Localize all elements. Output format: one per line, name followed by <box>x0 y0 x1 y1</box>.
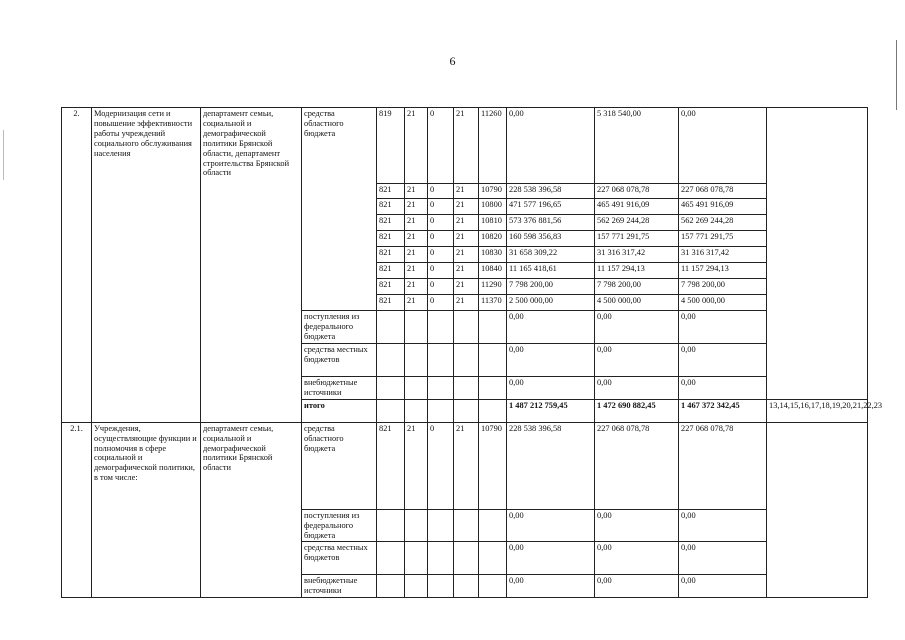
empty-cell <box>454 343 479 376</box>
empty-cell <box>428 542 454 575</box>
indicator-cell <box>767 108 868 400</box>
amount-cell: 0,00 <box>679 311 767 344</box>
empty-cell <box>428 376 454 399</box>
funding-source: средства местных бюджетов <box>302 542 377 575</box>
amount-cell: 11 165 418,61 <box>507 263 595 279</box>
empty-cell <box>428 509 454 542</box>
amount-cell: 0,00 <box>679 343 767 376</box>
row-number: 2.1. <box>62 422 92 598</box>
funding-source: внебюджетные источники <box>302 575 377 598</box>
amount-cell: 573 376 881,56 <box>507 215 595 231</box>
budget-code-cell: 821 <box>377 231 405 247</box>
amount-cell: 0,00 <box>679 575 767 598</box>
amount-cell: 0,00 <box>507 509 595 542</box>
budget-code-cell: 21 <box>405 247 428 263</box>
empty-cell <box>405 575 428 598</box>
budget-code-cell: 21 <box>454 247 479 263</box>
budget-code-cell: 11370 <box>479 295 507 311</box>
budget-code-cell: 0 <box>428 263 454 279</box>
empty-cell <box>377 575 405 598</box>
amount-cell: 0,00 <box>595 376 679 399</box>
budget-code-cell: 0 <box>428 184 454 199</box>
empty-cell <box>479 343 507 376</box>
amount-cell: 0,00 <box>679 542 767 575</box>
empty-cell <box>377 376 405 399</box>
total-amount: 1 467 372 342,45 <box>679 399 767 422</box>
amount-cell: 160 598 356,83 <box>507 231 595 247</box>
budget-code-cell: 10830 <box>479 247 507 263</box>
budget-code-cell: 21 <box>454 184 479 199</box>
total-label: итого <box>302 399 377 422</box>
budget-code-cell: 21 <box>454 263 479 279</box>
empty-cell <box>405 343 428 376</box>
empty-cell <box>479 542 507 575</box>
budget-code-cell: 21 <box>405 184 428 199</box>
empty-cell <box>377 542 405 575</box>
budget-code-cell: 21 <box>405 295 428 311</box>
empty-cell <box>454 509 479 542</box>
budget-code-cell: 11260 <box>479 108 507 184</box>
budget-code-cell: 21 <box>405 215 428 231</box>
budget-code-cell: 10790 <box>479 422 507 509</box>
indicator-numbers: 13,14,15,16,17,18,19,20,21,22,23 <box>767 399 868 422</box>
budget-code-cell: 0 <box>428 199 454 215</box>
empty-cell <box>428 343 454 376</box>
budget-code-cell: 821 <box>377 279 405 295</box>
budget-code-cell: 821 <box>377 247 405 263</box>
budget-code-cell: 0 <box>428 247 454 263</box>
amount-cell: 7 798 200,00 <box>679 279 767 295</box>
empty-cell <box>479 376 507 399</box>
budget-code-cell: 21 <box>454 295 479 311</box>
budget-code-cell: 21 <box>405 199 428 215</box>
amount-cell: 465 491 916,09 <box>679 199 767 215</box>
amount-cell: 7 798 200,00 <box>595 279 679 295</box>
empty-cell <box>405 376 428 399</box>
empty-cell <box>428 399 454 422</box>
budget-code-cell: 21 <box>454 279 479 295</box>
amount-cell: 31 658 309,22 <box>507 247 595 263</box>
budget-code-cell: 0 <box>428 108 454 184</box>
amount-cell: 31 316 317,42 <box>595 247 679 263</box>
budget-code-cell: 821 <box>377 215 405 231</box>
budget-code-cell: 821 <box>377 263 405 279</box>
amount-cell: 0,00 <box>507 311 595 344</box>
budget-code-cell: 21 <box>405 108 428 184</box>
amount-cell: 0,00 <box>507 108 595 184</box>
amount-cell: 0,00 <box>507 376 595 399</box>
budget-code-cell: 10790 <box>479 184 507 199</box>
empty-cell <box>428 311 454 344</box>
row-number: 2. <box>62 108 92 423</box>
empty-cell <box>377 311 405 344</box>
budget-code-cell: 21 <box>454 422 479 509</box>
executor: департамент семьи, социальной и демографической политики Брянской области, департамент строительства Брянской области <box>201 108 302 423</box>
amount-cell: 4 500 000,00 <box>679 295 767 311</box>
budget-code-cell: 0 <box>428 231 454 247</box>
empty-cell <box>454 575 479 598</box>
empty-cell <box>454 399 479 422</box>
amount-cell: 228 538 396,58 <box>507 422 595 509</box>
amount-cell: 11 157 294,13 <box>595 263 679 279</box>
empty-cell <box>405 311 428 344</box>
amount-cell: 0,00 <box>595 509 679 542</box>
empty-cell <box>405 542 428 575</box>
amount-cell: 228 538 396,58 <box>507 184 595 199</box>
budget-code-cell: 0 <box>428 295 454 311</box>
budget-code-cell: 821 <box>377 199 405 215</box>
amount-cell: 2 500 000,00 <box>507 295 595 311</box>
empty-cell <box>454 311 479 344</box>
budget-code-cell: 821 <box>377 184 405 199</box>
amount-cell: 0,00 <box>507 542 595 575</box>
empty-cell <box>479 399 507 422</box>
table-row <box>62 422 868 509</box>
scan-mark <box>3 130 4 180</box>
budget-code-cell: 21 <box>405 231 428 247</box>
empty-cell <box>377 399 405 422</box>
empty-cell <box>454 542 479 575</box>
empty-cell <box>428 575 454 598</box>
amount-cell: 465 491 916,09 <box>595 199 679 215</box>
amount-cell: 0,00 <box>595 343 679 376</box>
empty-cell <box>377 509 405 542</box>
empty-cell <box>479 509 507 542</box>
amount-cell: 562 269 244,28 <box>679 215 767 231</box>
empty-cell <box>454 376 479 399</box>
total-amount: 1 487 212 759,45 <box>507 399 595 422</box>
budget-code-cell: 0 <box>428 215 454 231</box>
indicator-cell <box>767 422 868 598</box>
amount-cell: 0,00 <box>507 575 595 598</box>
budget-code-cell: 10840 <box>479 263 507 279</box>
amount-cell: 0,00 <box>595 542 679 575</box>
empty-cell <box>377 343 405 376</box>
budget-code-cell: 21 <box>405 422 428 509</box>
total-amount: 1 472 690 882,45 <box>595 399 679 422</box>
page-number: 6 <box>449 54 456 68</box>
budget-code-cell: 11290 <box>479 279 507 295</box>
empty-cell <box>405 509 428 542</box>
amount-cell: 31 316 317,42 <box>679 247 767 263</box>
funding-source: средства областного бюджета <box>302 422 377 509</box>
amount-cell: 227 068 078,78 <box>595 184 679 199</box>
amount-cell: 7 798 200,00 <box>507 279 595 295</box>
executor: департамент семьи, социальной и демографической политики Брянской области <box>201 422 302 598</box>
budget-code-cell: 21 <box>454 215 479 231</box>
amount-cell: 227 068 078,78 <box>595 422 679 509</box>
budget-code-cell: 21 <box>454 199 479 215</box>
amount-cell: 471 577 196,65 <box>507 199 595 215</box>
amount-cell: 0,00 <box>507 343 595 376</box>
empty-cell <box>479 575 507 598</box>
amount-cell: 11 157 294,13 <box>679 263 767 279</box>
measure-name: Учреждения, осуществляющие функции и полномочия в сфере социальной и демографической политики, в том числе: <box>92 422 201 598</box>
budget-code-cell: 0 <box>428 422 454 509</box>
amount-cell: 4 500 000,00 <box>595 295 679 311</box>
budget-code-cell: 821 <box>377 422 405 509</box>
amount-cell: 0,00 <box>679 509 767 542</box>
budget-code-cell: 10820 <box>479 231 507 247</box>
funding-source: средства областного бюджета <box>302 108 377 311</box>
budget-code-cell: 0 <box>428 279 454 295</box>
funding-source: внебюджетные источники <box>302 376 377 399</box>
measure-name: Модернизация сети и повышение эффективности работы учреждений социального обслуживания населения <box>92 108 201 423</box>
amount-cell: 227 068 078,78 <box>679 422 767 509</box>
budget-code-cell: 10810 <box>479 215 507 231</box>
budget-code-cell: 819 <box>377 108 405 184</box>
funding-source: средства местных бюджетов <box>302 343 377 376</box>
amount-cell: 227 068 078,78 <box>679 184 767 199</box>
table-row <box>62 108 868 184</box>
empty-cell <box>405 399 428 422</box>
amount-cell: 0,00 <box>679 108 767 184</box>
budget-code-cell: 21 <box>405 263 428 279</box>
budget-code-cell: 21 <box>405 279 428 295</box>
amount-cell: 157 771 291,75 <box>679 231 767 247</box>
budget-code-cell: 821 <box>377 295 405 311</box>
funding-source: поступления из федерального бюджета <box>302 311 377 344</box>
funding-source: поступления из федерального бюджета <box>302 509 377 542</box>
amount-cell: 0,00 <box>595 311 679 344</box>
empty-cell <box>479 311 507 344</box>
amount-cell: 562 269 244,28 <box>595 215 679 231</box>
amount-cell: 0,00 <box>679 376 767 399</box>
scan-mark <box>896 40 897 110</box>
amount-cell: 157 771 291,75 <box>595 231 679 247</box>
budget-code-cell: 21 <box>454 231 479 247</box>
budget-code-cell: 10800 <box>479 199 507 215</box>
budget-table <box>61 107 883 598</box>
budget-code-cell: 21 <box>454 108 479 184</box>
amount-cell: 0,00 <box>595 575 679 598</box>
amount-cell: 5 318 540,00 <box>595 108 679 184</box>
